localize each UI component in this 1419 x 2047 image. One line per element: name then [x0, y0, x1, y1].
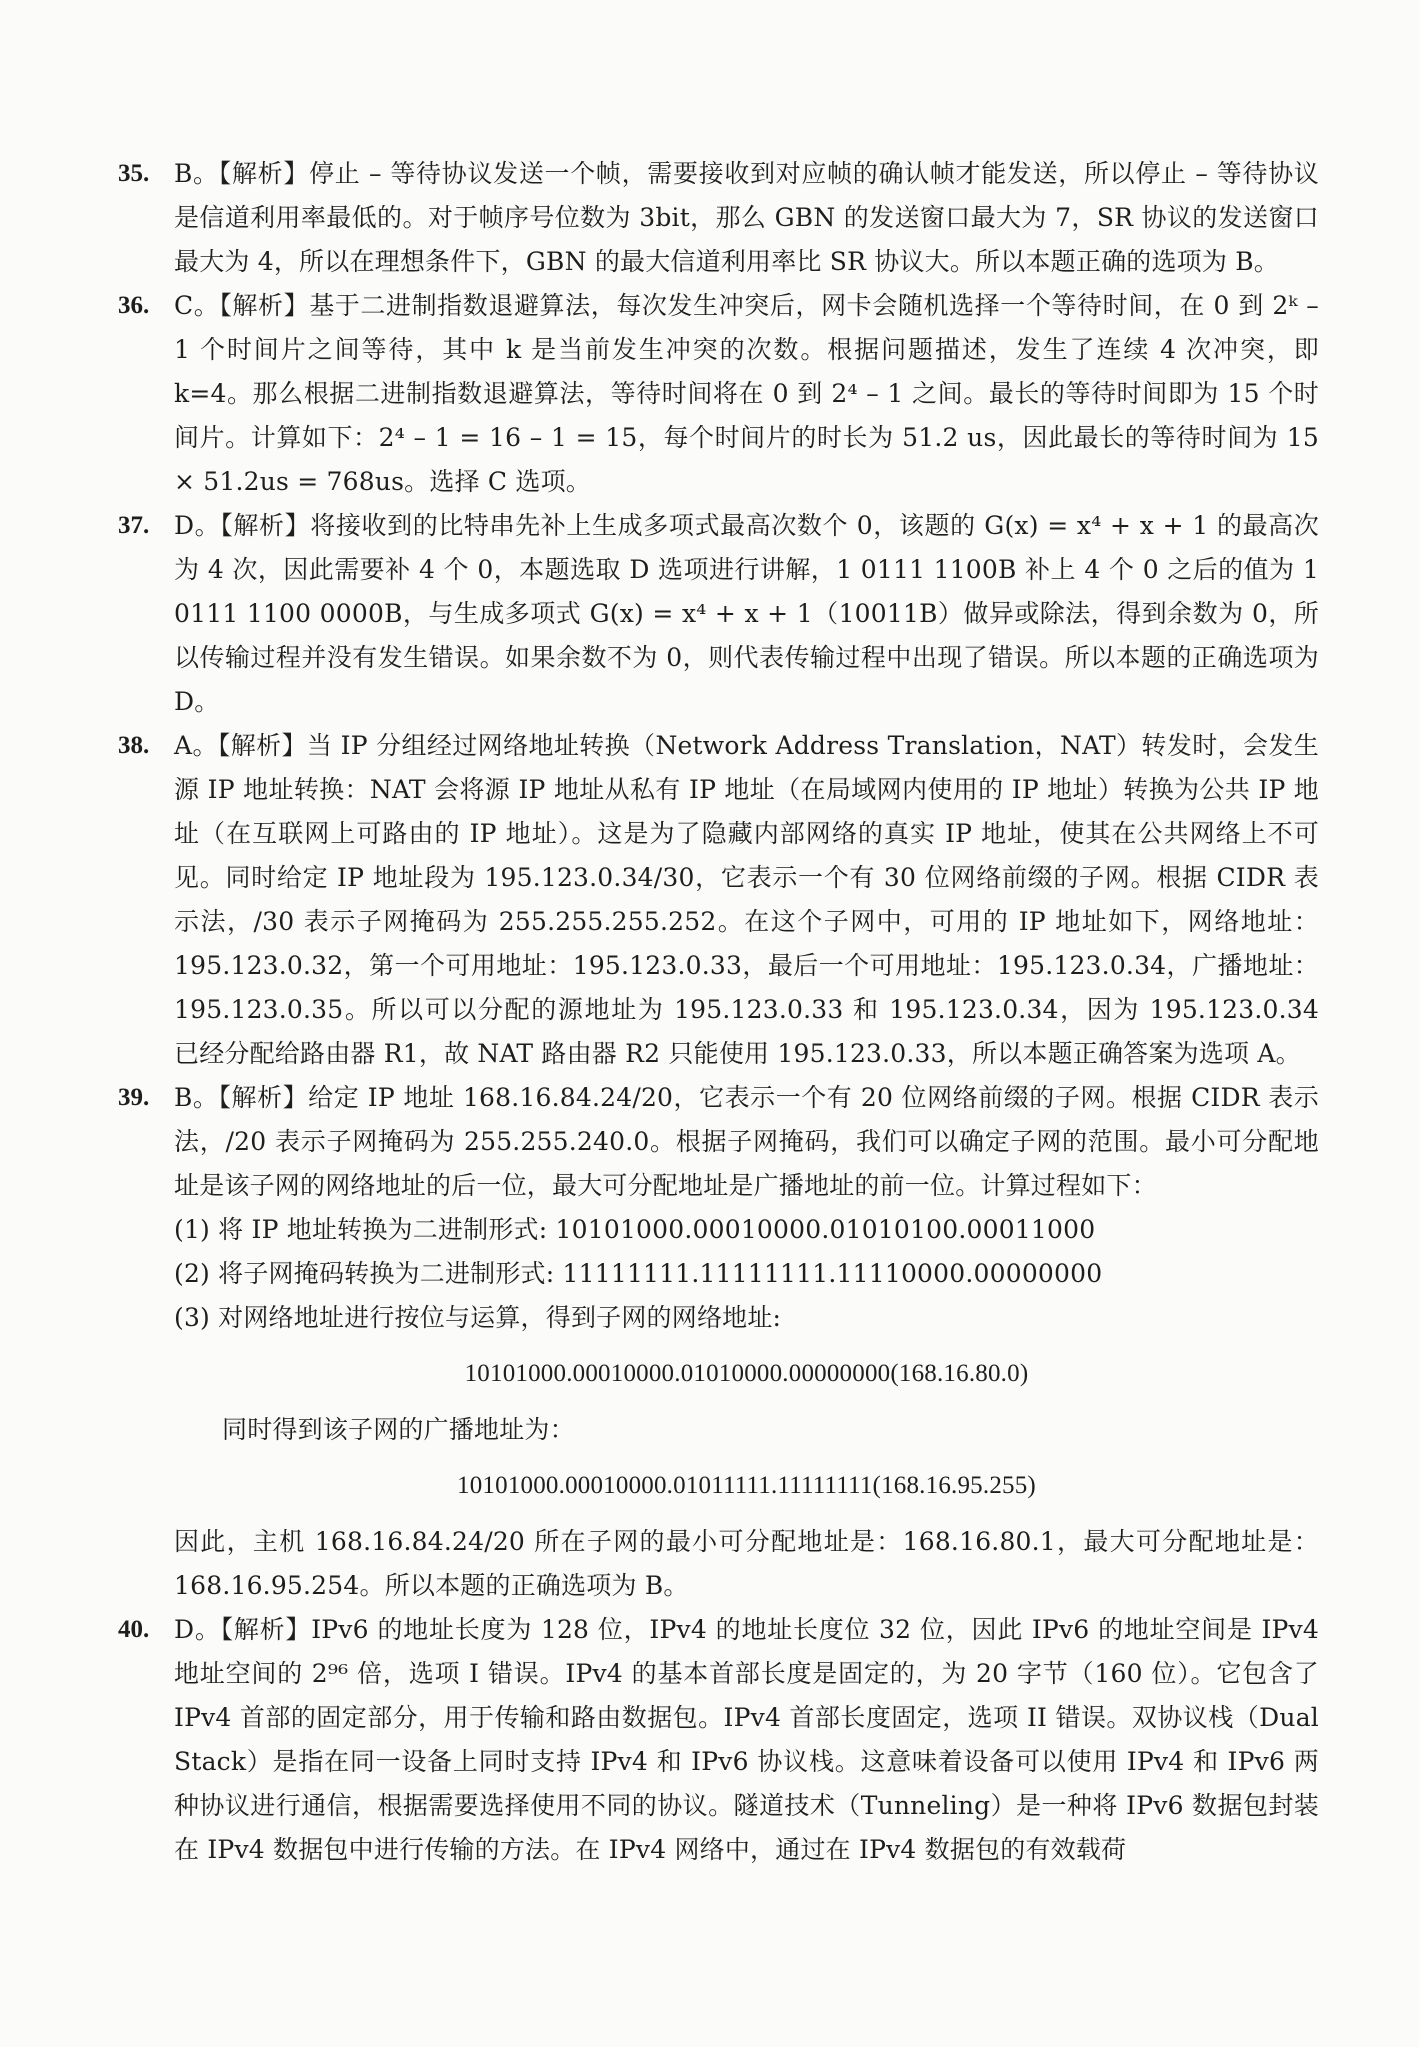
explanation-text: C。【解析】基于二进制指数退避算法，每次发生冲突后，网卡会随机选择一个等待时间，在 0 到 2ᵏ – 1 个时间片之间等待，其中 k 是当前发生冲突的次数。根据问题描述，发生了连续 4 次冲突，即 k=4。那么根据二进制指数退避算法，等待时间将在 0 到 2⁴ – 1 之间。最长的等待时间即为 15 个时间片。计算如下：2⁴ – 1 = 16 – 1 = 15，每个时间片的时长为 51.2 us，因此最长的等待时间为 15 × 51.2us = 768us。选择 C 选项。 [174, 291, 1319, 496]
answer-38 [118, 724, 1319, 1076]
answer-37 [118, 504, 1319, 724]
question-number: 36. [118, 292, 150, 319]
explanation-text: D。【解析】IPv6 的地址长度为 128 位，IPv4 的地址长度位 32 位，因此 IPv6 的地址空间是 IPv4 地址空间的 2⁹⁶ 倍，选项 I 错误。IPv4 的基本首部长度是固定的，为 20 字节（160 位）。它包含了 IPv4 首部的固定部分，用于传输和路由数据包。IPv4 首部长度固定，选项 II 错误。双协议栈（Dual Stack）是指在同一设备上同时支持 IPv4 和 IPv6 协议栈。这意味着设备可以使用 IPv4 和 IPv6 两种协议进行通信，根据需要选择使用不同的协议。隧道技术（Tunneling）是一种将 IPv6 数据包封装在 IPv4 数据包中进行传输的方法。在 IPv4 网络中，通过在 IPv4 数据包的有效载荷 [174, 1615, 1319, 1864]
calc-step-3: (3) 对网络地址进行按位与运算，得到子网的网络地址: [174, 1303, 782, 1332]
explanation-text: B。【解析】给定 IP 地址 168.16.84.24/20，它表示一个有 20 位网络前缀的子网。根据 CIDR 表示法，/20 表示子网掩码为 255.255.240.0。根据子网掩码，我们可以确定子网的范围。最小可分配地址是该子网的网络地址的后一位，最大可分配地址是广播地址的前一位。计算过程如下： [174, 1083, 1319, 1200]
question-number: 40. [118, 1616, 150, 1643]
calc-step-1: (1) 将 IP 地址转换为二进制形式: 10101000.00010000.01010100.00011000 [174, 1215, 1096, 1244]
answer-36 [118, 284, 1319, 504]
explanation-text: A。【解析】当 IP 分组经过网络地址转换（Network Address Translation，NAT）转发时，会发生源 IP 地址转换：NAT 会将源 IP 地址从私有 IP 地址（在局域网内使用的 IP 地址）转换为公共 IP 地址（在互联网上可路由的 IP 地址）。这是为了隐藏内部网络的真实 IP 地址，使其在公共网络上不可见。同时给定 IP 地址段为 195.123.0.34/30，它表示一个有 30 位网络前缀的子网。根据 CIDR 表示法，/30 表示子网掩码为 255.255.255.252。在这个子网中，可用的 IP 地址如下，网络地址：195.123.0.32，第一个可用地址：195.123.0.33，最后一个可用地址：195.123.0.34，广播地址：195.123.0.35。所以可以分配的源地址为 195.123.0.33 和 195.123.0.34，因为 195.123.0.34 已经分配给路由器 R1，故 NAT 路由器 R2 只能使用 195.123.0.33，所以本题正确答案为选项 A。 [174, 731, 1319, 1068]
network-address-binary: 10101000.00010000.01010000.00000000(168.16.80.0) [464, 1360, 1029, 1387]
question-number: 39. [118, 1084, 150, 1111]
question-number: 38. [118, 732, 150, 759]
broadcast-address-binary: 10101000.00010000.01011111.11111111(168.16.95.255) [457, 1472, 1036, 1499]
question-number: 35. [118, 160, 150, 187]
conclusion-text: 因此，主机 168.16.84.24/20 所在子网的最小可分配地址是：168.16.80.1，最大可分配地址是：168.16.95.254。所以本题的正确选项为 B。 [174, 1527, 1319, 1600]
question-number: 37. [118, 512, 150, 539]
answer-35 [118, 152, 1319, 284]
answer-39 [118, 1076, 1319, 1608]
broadcast-intro: 同时得到该子网的广播地址为： [222, 1415, 575, 1444]
explanation-text: B。【解析】停止 – 等待协议发送一个帧，需要接收到对应帧的确认帧才能发送，所以停止 – 等待协议是信道利用率最低的。对于帧序号位数为 3bit，那么 GBN 的发送窗口最大为 7，SR 协议的发送窗口最大为 4，所以在理想条件下，GBN 的最大信道利用率比 SR 协议大。所以本题正确的选项为 B。 [174, 159, 1319, 276]
calc-step-2: (2) 将子网掩码转换为二进制形式: 11111111.11111111.11110000.00000000 [174, 1259, 1103, 1288]
answer-40 [118, 1608, 1319, 1872]
explanation-text: D。【解析】将接收到的比特串先补上生成多项式最高次数个 0，该题的 G(x) = x⁴ + x + 1 的最高次为 4 次，因此需要补 4 个 0，本题选取 D 选项进行讲解，1 0111 1100B 补上 4 个 0 之后的值为 1 0111 1100 0000B，与生成多项式 G(x) = x⁴ + x + 1（10011B）做异或除法，得到余数为 0，所以传输过程并没有发生错误。如果余数不为 0，则代表传输过程中出现了错误。所以本题的正确选项为 D。 [174, 511, 1319, 716]
